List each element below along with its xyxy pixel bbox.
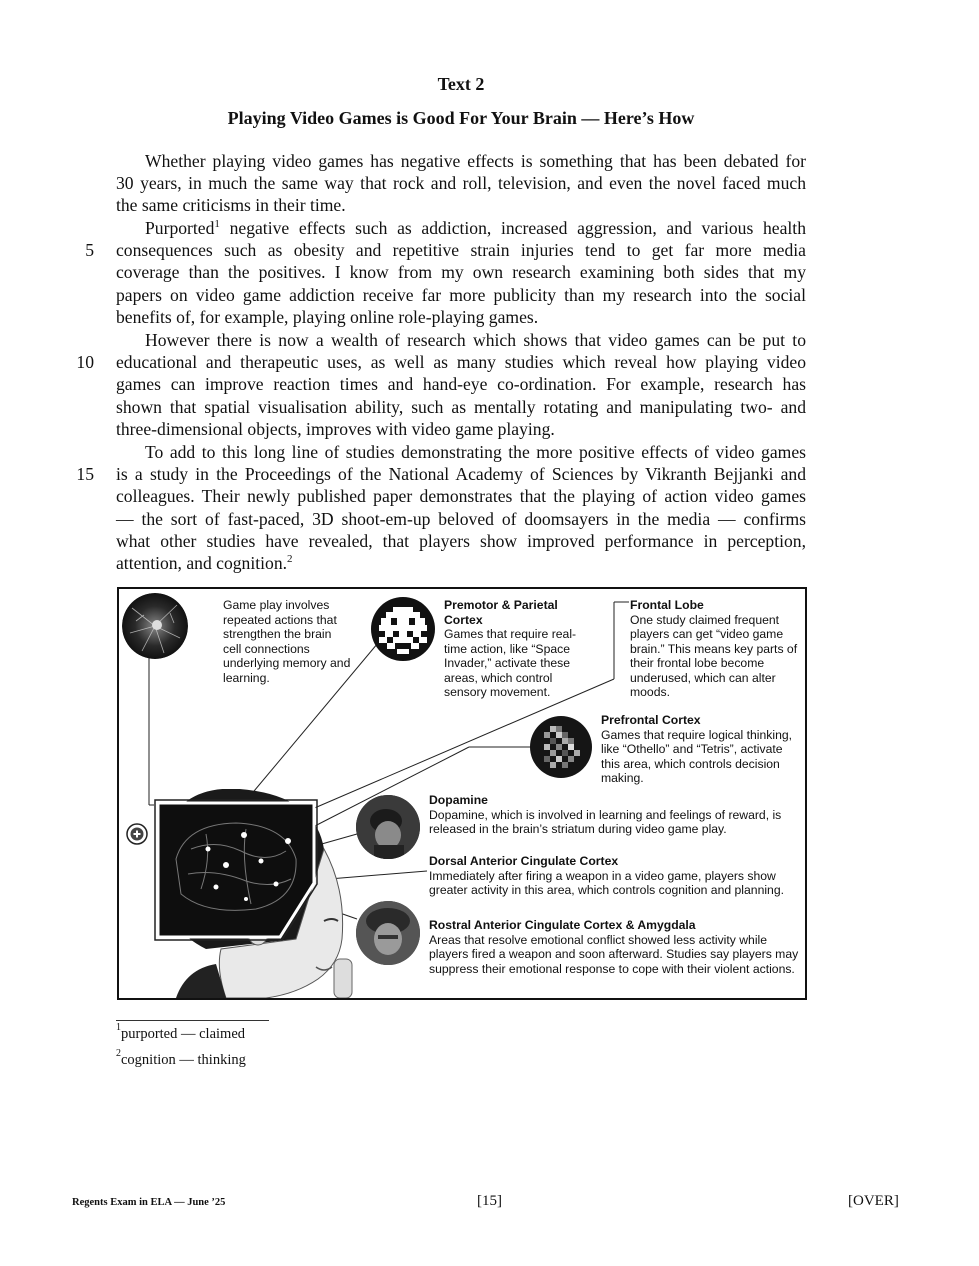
premotor-title: Premotor & Parietal Cortex	[444, 598, 558, 627]
tetris-icon	[530, 716, 592, 778]
dorsal-text: Immediately after firing a weapon in a video game, players show greater activity in this area, which controls cognition and planning.	[429, 868, 784, 897]
footnote-text: purported — claimed	[121, 1026, 246, 1042]
article-title: Playing Video Games is Good For Your Brain — Here’s How	[227, 108, 695, 128]
rostral-caption	[429, 918, 801, 976]
article-line	[116, 552, 806, 574]
footnote-mark: 1	[116, 1022, 121, 1034]
article-line: To add to this long line of studies demonstrating the more positive effects of video games	[145, 442, 806, 462]
dopamine-title: Dopamine	[429, 793, 488, 807]
premotor-text: Games that require real-time action, like “Space Invader,” activate these areas, which control sensory movement.	[444, 627, 577, 699]
memory-caption: Game play involves repeated actions that strengthen the brain cell connections underlying memory and learning.	[223, 598, 351, 685]
rostral-text: Areas that resolve emotional conflict showed less activity while players fired a weapon and soon afterward. Studies say players may suppress their emotional response to cope with their violent actions.	[429, 932, 799, 976]
article-line: — the sort of fast-paced, 3D shoot-em-up beloved of doomsayers in the media — confirms	[116, 509, 806, 529]
article-line: educational and therapeutic uses, as well as many studies which reveal how playing video	[116, 352, 806, 372]
space-invader-icon	[371, 597, 435, 661]
frontal-caption	[630, 598, 798, 700]
frontal-title: Frontal Lobe	[630, 598, 704, 612]
rostral-title: Rostral Anterior Cingulate Cortex & Amygdala	[429, 918, 696, 932]
plus-icon	[126, 823, 148, 845]
footnote-marker: 2	[287, 553, 293, 566]
over-indicator: [OVER]	[848, 1193, 899, 1209]
article-line: colleagues. Their newly published paper demonstrates that the playing of action video games	[116, 486, 806, 506]
footnote-text: cognition — thinking	[121, 1052, 246, 1068]
article-line: consequences such as obesity and repetitive strain injuries tend to get far more media	[116, 240, 806, 260]
footnote-divider	[116, 1020, 269, 1021]
article-line: 30 years, in much the same way that rock and roll, television, and even the novel faced much	[116, 173, 806, 193]
article-line	[116, 217, 806, 239]
premotor-caption	[444, 598, 594, 700]
frontal-text: One study claimed frequent players can get “video game brain.” This means key parts of their frontal lobe become underused, which can alter moods.	[630, 612, 798, 699]
article-line: the same criticisms in their time.	[116, 195, 346, 215]
text-label: Text 2	[437, 74, 485, 94]
prefrontal-title: Prefrontal Cortex	[601, 713, 701, 727]
article-line: papers on video game addiction receive far more publicity than my research into the social	[116, 285, 806, 305]
footnote-1	[116, 1022, 246, 1043]
article-line: benefits of, for example, playing online role-playing games.	[116, 307, 539, 327]
article-line: shown that spatial visualisation ability, such as mentally rotating and manipulating two- and	[116, 397, 806, 417]
purported-word: Purported	[145, 218, 215, 238]
article-line-text: negative effects such as addiction, increased aggression, and various health	[229, 218, 806, 238]
footnote-mark: 2	[116, 1048, 121, 1060]
tetris-image	[530, 716, 592, 778]
article-line: games can improve reaction times and hand-eye co-ordination. For example, research has	[116, 374, 806, 394]
dorsal-caption	[429, 854, 801, 898]
footnote-marker: 1	[214, 218, 220, 231]
prefrontal-caption	[601, 713, 799, 786]
article-line: what other studies have revealed, that players show improved performance in perception,	[116, 531, 806, 551]
brain-infographic	[117, 587, 807, 1000]
line-number: 5	[85, 240, 94, 260]
article-line: However there is now a wealth of research which shows that video games can be put to	[145, 330, 806, 350]
head-illustration	[146, 789, 446, 998]
footnote-2	[116, 1048, 246, 1069]
neuron-image	[122, 593, 188, 659]
article-line-text: attention, and cognition.	[116, 553, 288, 573]
dopamine-caption	[429, 793, 799, 837]
page-number: [15]	[477, 1193, 502, 1209]
article-line: coverage than the positives. I know from my own research examining both sides that my	[116, 262, 806, 282]
exam-footer-title: Regents Exam in ELA — June ’25	[72, 1197, 226, 1208]
prefrontal-text: Games that require logical thinking, like “Othello” and “Tetris”, activate this area, which controls decision making.	[601, 727, 793, 785]
dopamine-text: Dopamine, which is involved in learning and feelings of reward, is released in the brain’s striatum during video game play.	[429, 807, 782, 836]
space-invader-image	[371, 597, 435, 661]
dorsal-title: Dorsal Anterior Cingulate Cortex	[429, 854, 619, 868]
article-line: is a study in the Proceedings of the National Academy of Sciences by Vikranth Bejjanki and	[116, 464, 806, 484]
line-number: 15	[76, 464, 94, 484]
article-line: three-dimensional objects, improves with video game playing.	[116, 419, 555, 439]
article-line: Whether playing video games has negative effects is something that has been debated for	[145, 151, 806, 171]
neuron-icon	[122, 593, 188, 659]
line-number: 10	[76, 352, 94, 372]
